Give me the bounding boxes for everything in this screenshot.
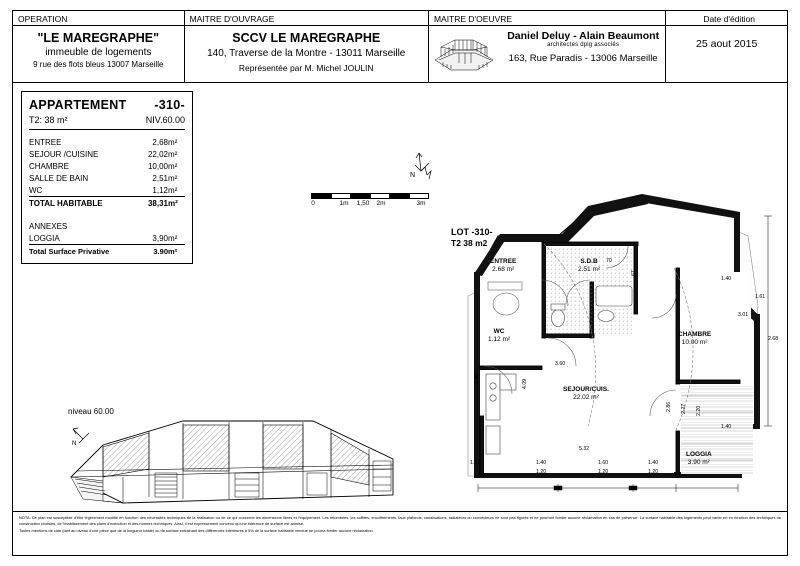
footer-disclaimer: [13, 511, 787, 555]
disclaimer-line-1: NOTA: Ce plan est susceptible d'être légèrement modifié en fonction des nécessités techniques de la réalisation ou de ce qui concerne les dimensions libres et l'équipement. Les retombées, les soffites, encoffrements, faux plafonds, canalisations, radiateurs ou convecteurs ne sont pas figurés et ne pourront fonder aucune réclamation en cas de présence. La surface habitable des logements peut varier en en fonction des techniques de construction choisies, de l'établissement des plans d'exécution et des normes techniques. Ainsi, il est expressément convenu qu'une tolérance de surface est admise.: [19, 515, 781, 526]
room-unit: m²: [168, 173, 178, 183]
dimension: 1.40: [721, 276, 732, 282]
room-label-area: 22.02 m²: [573, 394, 599, 402]
dimension: 1.20: [598, 469, 609, 475]
dimension: 1.60: [598, 460, 609, 466]
room-unit: m²: [168, 185, 178, 195]
apartment-schedule: [21, 91, 193, 264]
room-label-entree: [490, 258, 516, 274]
room-label-wc: [488, 328, 510, 344]
scale-label-4: 3m: [416, 200, 426, 207]
architect-role: architectes dplg associés: [547, 42, 620, 48]
dimension: 3.60: [555, 361, 566, 367]
dimension: 2.68: [768, 336, 779, 342]
room-area: 1,12: [152, 185, 168, 195]
dimension: 1.40: [721, 424, 732, 430]
building-key-plan: [63, 407, 413, 517]
dimension: 2.27: [681, 403, 687, 414]
room-name: SALLE DE BAIN: [29, 173, 89, 183]
apartment-level: NIV.60.00: [145, 115, 185, 125]
north-arrow-plan: [405, 151, 439, 191]
owner-name: SCCV LE MAREGRAPHE: [232, 31, 381, 45]
dimension: 2.20: [696, 405, 702, 416]
operation-name: "LE MAREGRAPHE": [37, 31, 160, 45]
dimension: 5.32: [579, 446, 590, 452]
table-row-total: [29, 197, 185, 210]
room-name: SEJOUR /CUISINE: [29, 149, 99, 159]
owner-representative: Représentée par M. Michel JOULIN: [238, 63, 374, 73]
architect-header: MAITRE D'OEUVRE: [429, 11, 665, 26]
dimension: 2.86: [666, 401, 672, 412]
table-row: [29, 160, 185, 172]
room-label-name: CHAMBRE: [678, 331, 712, 338]
scale-bar: [311, 193, 429, 210]
title-block: [13, 11, 787, 83]
table-row: [29, 232, 185, 245]
drawing-sheet: [12, 10, 788, 556]
lot-line-1: LOT -310-: [451, 227, 493, 237]
room-label-area: 3.90 m²: [687, 459, 710, 467]
room-label-sejour: [563, 386, 609, 402]
room-label-area: 2.51 m²: [578, 266, 601, 274]
annexes-header-row: [29, 220, 185, 233]
dimension: 3.01: [738, 312, 749, 318]
apartment-number: -310-: [154, 98, 185, 112]
room-label-area: 2.68 m²: [492, 266, 515, 274]
scale-label-3: 2m: [376, 200, 386, 207]
architect-logo-icon: [429, 30, 501, 74]
disclaimer-line-2: Toutes mentions de côte (tant au niveau d'une pièce que de la longueur totale) ou de surface entrainant des différences inférieures à 5% de la surface habitable vendue ne pourra fonder aucune réclamation.: [19, 528, 374, 534]
architect-address: 163, Rue Paradis - 13006 Marseille: [508, 53, 658, 64]
room-label-sdb: [578, 258, 600, 274]
dimension: 67: [631, 270, 637, 276]
dimension: 4.09: [522, 378, 528, 389]
room-area: 10,00: [147, 161, 168, 171]
grand-total-label: Total Surface Privative: [29, 245, 140, 258]
room-label-loggia: [686, 451, 712, 467]
room-unit: m²: [168, 149, 178, 159]
room-unit: m²: [168, 161, 178, 171]
room-label-name: SEJOUR/CUIS.: [563, 386, 609, 393]
room-label-chambre: [678, 331, 711, 347]
room-area: 2,68: [152, 137, 168, 147]
svg-text:N: N: [410, 172, 416, 179]
titleblock-architect: [429, 11, 666, 82]
operation-address: 9 rue des flots bleus 13007 Marseille: [33, 60, 164, 69]
grand-total-unit: m²: [168, 245, 185, 258]
room-label-name: WC: [493, 328, 505, 335]
dimension: 70: [606, 258, 612, 264]
total-unit: m²: [168, 197, 185, 210]
north-label: N: [72, 441, 77, 447]
table-row-grand-total: [29, 245, 185, 258]
room-label-name: LOGGIA: [686, 451, 712, 458]
titleblock-date: [666, 11, 787, 82]
scale-label-2: 1,50: [356, 200, 370, 207]
table-row: [29, 136, 185, 148]
room-name: ENTREE: [29, 137, 62, 147]
annexe-name: LOGGIA: [29, 233, 60, 243]
floor-plan-labels: [438, 176, 788, 506]
table-row: [29, 148, 185, 160]
room-label-area: 1.12 m²: [488, 336, 511, 344]
room-unit: m²: [168, 137, 178, 147]
scale-label-1: 1m: [339, 200, 349, 207]
owner-header: MAITRE D'OUVRAGE: [185, 11, 428, 26]
dimension: 1.61: [755, 294, 766, 300]
scale-label-0: 0: [311, 200, 315, 207]
operation-subtitle: immeuble de logements: [45, 47, 152, 58]
room-name: WC: [29, 185, 43, 195]
architect-name: Daniel Deluy - Alain Beaumont: [507, 30, 660, 42]
titleblock-operation: [13, 11, 185, 82]
annexe-unit: m²: [168, 233, 178, 243]
dimension: 1.12: [470, 460, 481, 466]
room-label-area: 10.00 m²: [681, 339, 708, 347]
dimension: 1.20: [648, 469, 659, 475]
lot-line-2: T2 38 m2: [451, 238, 488, 249]
date-value: 25 aout 2015: [696, 38, 758, 50]
grand-total-value: 3.90: [140, 245, 168, 258]
room-area: 2,51: [152, 173, 168, 183]
apartment-label: APPARTEMENT: [29, 98, 127, 112]
owner-address: 140, Traverse de la Montre - 13011 Marseille: [207, 48, 406, 59]
room-label-name: ENTREE: [490, 258, 517, 265]
room-area: 22,02: [147, 149, 168, 159]
total-value: 38,31: [140, 197, 168, 210]
table-row: [29, 184, 185, 197]
total-label: TOTAL HABITABLE: [29, 197, 140, 210]
room-area-table: [29, 136, 185, 258]
operation-header: OPERATION: [13, 11, 184, 26]
dimension: 1.40: [536, 460, 547, 466]
room-name: CHAMBRE: [29, 161, 70, 171]
room-label-name: S.D.B: [580, 258, 598, 265]
dimension: 1.40: [648, 460, 659, 466]
table-row: [29, 172, 185, 184]
date-header: Date d'édition: [666, 11, 787, 26]
elevation-level-label: niveau 60.00: [68, 407, 114, 416]
apartment-type: T2: 38 m²: [29, 115, 68, 125]
titleblock-owner: [185, 11, 429, 82]
annexe-area: 3,90: [152, 233, 168, 243]
dimension: 1.20: [536, 469, 547, 475]
annexes-label: ANNEXES: [29, 221, 68, 231]
dimension: 1.40: [474, 373, 480, 384]
